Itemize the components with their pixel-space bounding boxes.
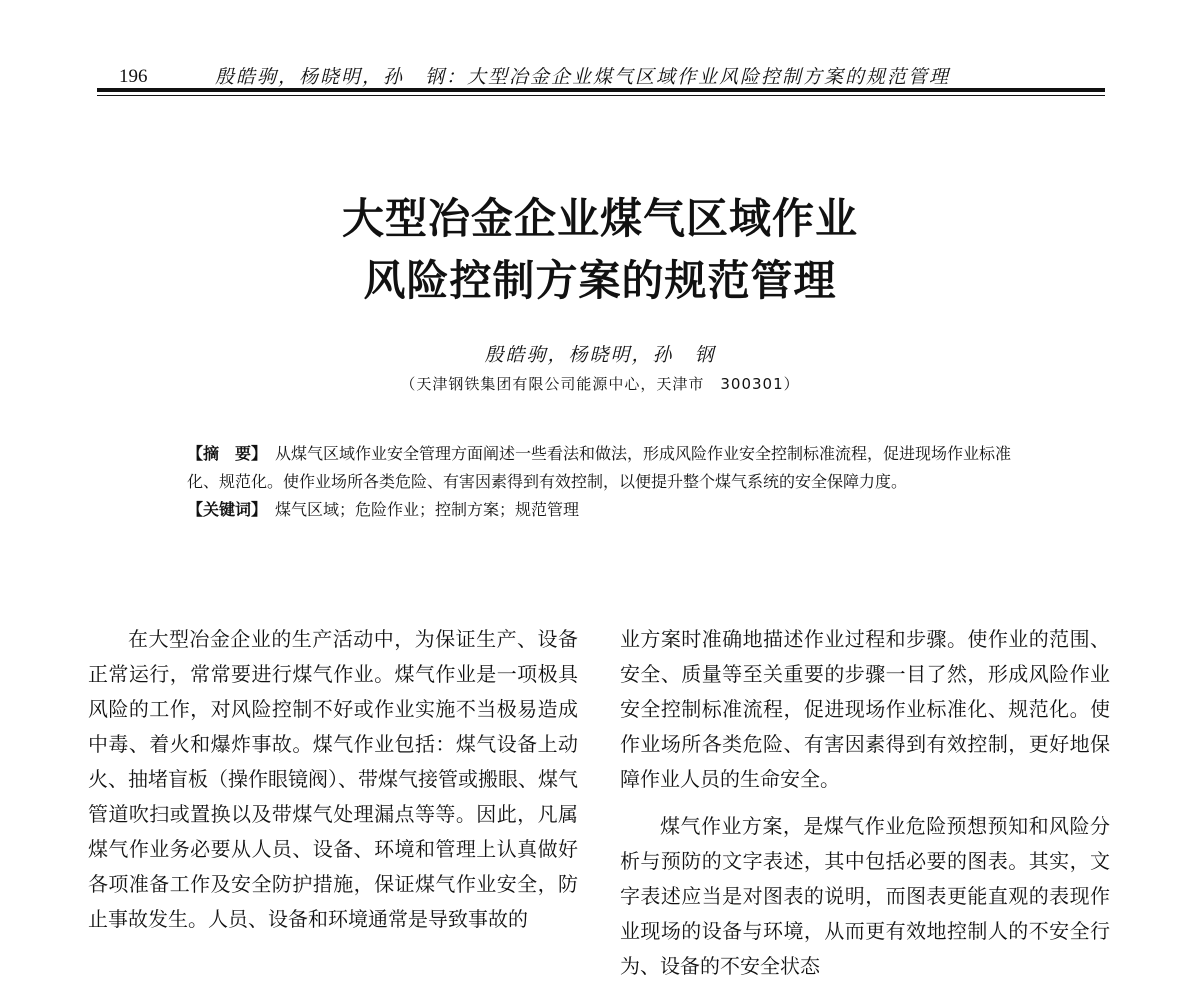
body-paragraph: 煤气作业方案，是煤气作业危险预想预知和风险分析与预防的文字表述，其中包括必要的图表。其实，文字表述应当是对图表的说明，而图表更能直观的表现作业现场的设备与环境，从而更有效地控制人的不安全行为、设备的不安全状态 [620, 814, 1110, 978]
abstract-label: 【摘 要】 [187, 444, 268, 463]
body-paragraph-continued: 业方案时准确地描述作业过程和步骤。使作业的范围、安全、质量等至关重要的步骤一目了然，形成风险作业安全控制标准流程，促进现场作业标准化、规范化。使作业场所各类危险、有害因素得到有效控制，更好地保障作业人员的生命安全。 [620, 627, 1110, 791]
keywords-label: 【关键词】 [187, 500, 268, 519]
abstract-block [165, 440, 1040, 524]
body-right-column [620, 622, 1110, 984]
body-paragraph: 在大型冶金企业的生产活动中，为保证生产、设备正常运行，常常要进行煤气作业。煤气作业是一项极具风险的工作，对风险控制不好或作业实施不当极易造成中毒、着火和爆炸事故。煤气作业包括：煤气设备上动火、抽堵盲板（操作眼镜阀）、带煤气接管或搬眼、煤气管道吹扫或置换以及带煤气处理漏点等等。因此，凡属煤气作业务必要从人员、设备、环境和管理上认真做好各项准备工作及安全防护措施，保证煤气作业安全，防止事故发生。人员、设备和环境通常是导致事故的 [88, 627, 578, 931]
page-number: 196 [119, 66, 148, 87]
header-rule-thin [97, 95, 1105, 96]
abstract [165, 440, 1040, 496]
authors: 殷皓驹，杨晓明，孙 钢 [484, 344, 716, 366]
keywords [165, 496, 1040, 524]
running-head-text: 殷皓驹，杨晓明，孙 钢：大型冶金企业煤气区域作业风险控制方案的规范管理 [215, 66, 951, 88]
keywords-text: 煤气区域；危险作业；控制方案；规范管理 [275, 500, 580, 519]
abstract-text: 从煤气区域作业安全管理方面阐述一些看法和做法，形成风险作业安全控制标准流程，促进现场作业标准化、规范化。使作业场所各类危险、有害因素得到有效控制，以便提升整个煤气系统的安全保障力度。 [187, 444, 1012, 491]
title-line-2: 风险控制方案的规范管理 [363, 256, 837, 305]
title-line-1: 大型冶金企业煤气区域作业 [341, 194, 858, 243]
header-rule-thick [97, 88, 1105, 92]
body-left-column [88, 622, 578, 937]
affiliation: （天津钢铁集团有限公司能源中心，天津市 300301） [400, 375, 800, 393]
paper-title [0, 188, 1200, 312]
